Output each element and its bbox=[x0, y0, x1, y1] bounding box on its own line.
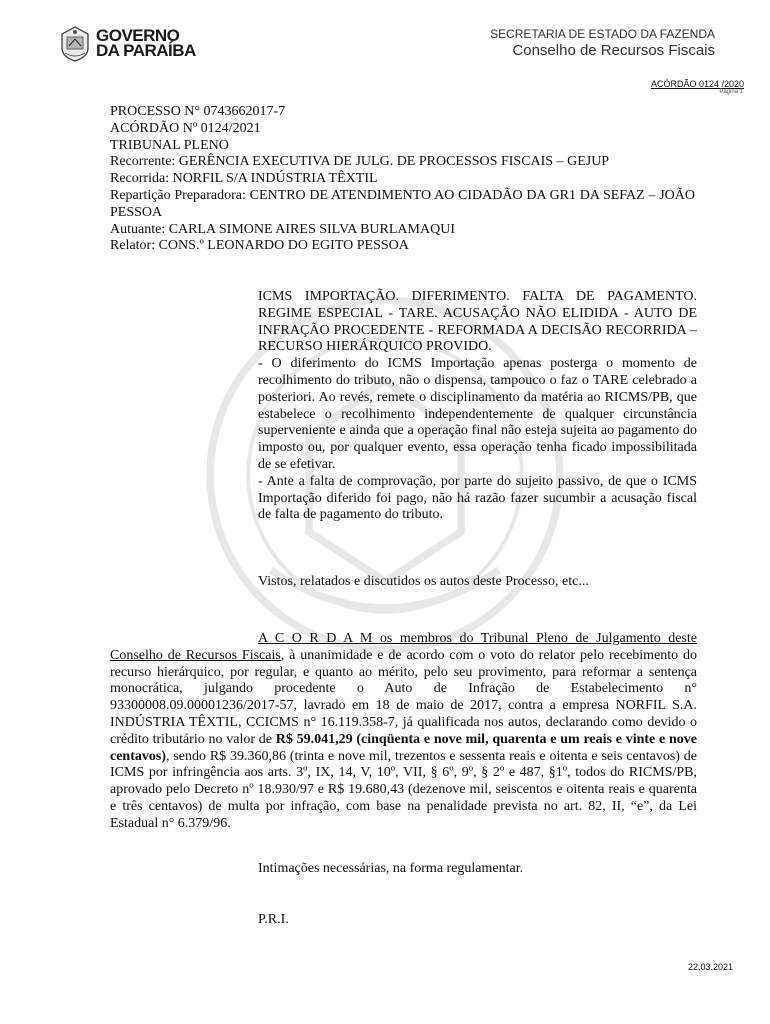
acordam-lead: A C O R D A M os membros do Tribunal Pleno de Julgamento deste Conselho de Recursos Fiscais bbox=[110, 631, 697, 663]
logo-line1: GOVERNO bbox=[96, 26, 180, 45]
autuante: Autuante: CARLA SIMONE AIRES SILVA BURLAMAQUI bbox=[110, 221, 455, 237]
intimacoes-text: Intimações necessárias, na forma regulamentar. bbox=[258, 861, 524, 876]
recorrente: Recorrente: GERÊNCIA EXECUTIVA DE JULG. DE PROCESSOS FISCAIS – GEJUP bbox=[110, 154, 610, 170]
document-date: 22.03.2021 bbox=[687, 962, 733, 972]
process-header bbox=[110, 104, 695, 255]
pri-text: P.R.I. bbox=[258, 912, 289, 927]
acordam-valor: R$ 59.041,29 (cinqüenta e nove mil, quarenta e um reais e vinte e nove centavos) bbox=[110, 731, 697, 764]
processo-numero: PROCESSO N° 0743662017-7 bbox=[110, 104, 286, 119]
logo-line2: DA PARAÍBA bbox=[96, 41, 196, 60]
vistos-text: Vistos, relatados e discutidos os autos deste Processo, etc... bbox=[258, 574, 589, 589]
acordao-reference: ACÓRDÃO 0124 /2020 bbox=[650, 79, 744, 89]
relator: Relator: CONS.º LEONARDO DO EGITO PESSOA bbox=[110, 238, 409, 254]
conselho-name: Conselho de Recursos Fiscais bbox=[512, 42, 715, 59]
acordam-text-2: , sendo R$ 39.360,86 (trinta e nove mil, trezentos e sessenta reais e oitenta e seis centavos) de ICMS por infringência aos arts. 3º, IX, 14, V, 10º, VII, § 6º, 9º, § 2º e 487, §1º, todos do RICMS/PB, aprovado pelo Decreto nº 18.930/97 e R$ 19.680,43 (dezenove mil, seiscentos e oitenta reais e quarenta e três centavos) de multa por infração, com base na penalidade prevista no art. 82, II, “e”, da Lei Estadual n° 6.379/96. bbox=[110, 748, 697, 831]
acordam-text-1: , à unanimidade e de acordo com o voto do relator pelo recebimento do recurso hierárquico, por regular, e quanto ao mérito, pelo seu provimento, para reformar a sentença monocrática, julgando procedente o Auto de Infração de Estabelecimento n° 93300008.09.00001236/2017-57, lavrado em 18 de maio de 2017, contra a empresa NORFIL S.A. INDÚSTRIA TÊXTIL, CCICMS n° 16.119.358-7, já qualificada nos autos, declarando como devido o crédito tributário no valor de bbox=[110, 647, 698, 747]
ementa-paragraph-2: - Ante a falta de comprovação, por parte do sujeito passivo, de que o ICMS Importação diferido foi pago, não há razão fazer sucumbir a acusação fiscal de falta de pagamento do tributo. bbox=[258, 473, 697, 523]
page-number: Página 1 bbox=[719, 89, 743, 95]
recorrida: Recorrida: NORFIL S/A INDÚSTRIA TÊXTIL bbox=[110, 171, 378, 187]
crest-icon bbox=[60, 26, 90, 62]
secretaria-name: SECRETARIA DE ESTADO DA FAZENDA bbox=[490, 27, 715, 41]
secretaria-header bbox=[490, 27, 715, 60]
acordam-paragraph bbox=[110, 631, 697, 833]
acordao-numero: ACÓRDÃO Nº 0124/2021 bbox=[110, 120, 261, 136]
ementa-paragraph-1: - O diferimento do ICMS Importação apenas posterga o momento de recolhimento do tributo, não o dispensa, tampouco o faz o TARE celebrado a posteriori. Ao revés, remete o disciplinamento da matéria ao RICMS/PB, que estabelece o recolhimento independentemente de qualquer circunstância superveniente e ainda que a operação final não esteja sujeita ao pagamento do imposto ou, por qualquer evento, essa operação tenha ficado impossibilitada de se efetivar. bbox=[258, 356, 697, 472]
reparticao-preparadora: Repartição Preparadora: CENTRO DE ATENDIMENTO AO CIDADÃO DA GR1 DA SEFAZ – JOÃO PESSOA bbox=[110, 187, 695, 220]
ementa bbox=[258, 289, 697, 524]
tribunal: TRIBUNAL PLENO bbox=[110, 137, 229, 153]
ementa-titulo: ICMS IMPORTAÇÃO. DIFERIMENTO. FALTA DE PAGAMENTO. REGIME ESPECIAL - TARE. ACUSAÇÃO NÃO ELIDIDA - AUTO DE INFRAÇÃO PROCEDENTE - REFORMADA A DECISÃO RECORRIDA – RECURSO HIERÁRQUICO PROVIDO. bbox=[258, 289, 697, 355]
